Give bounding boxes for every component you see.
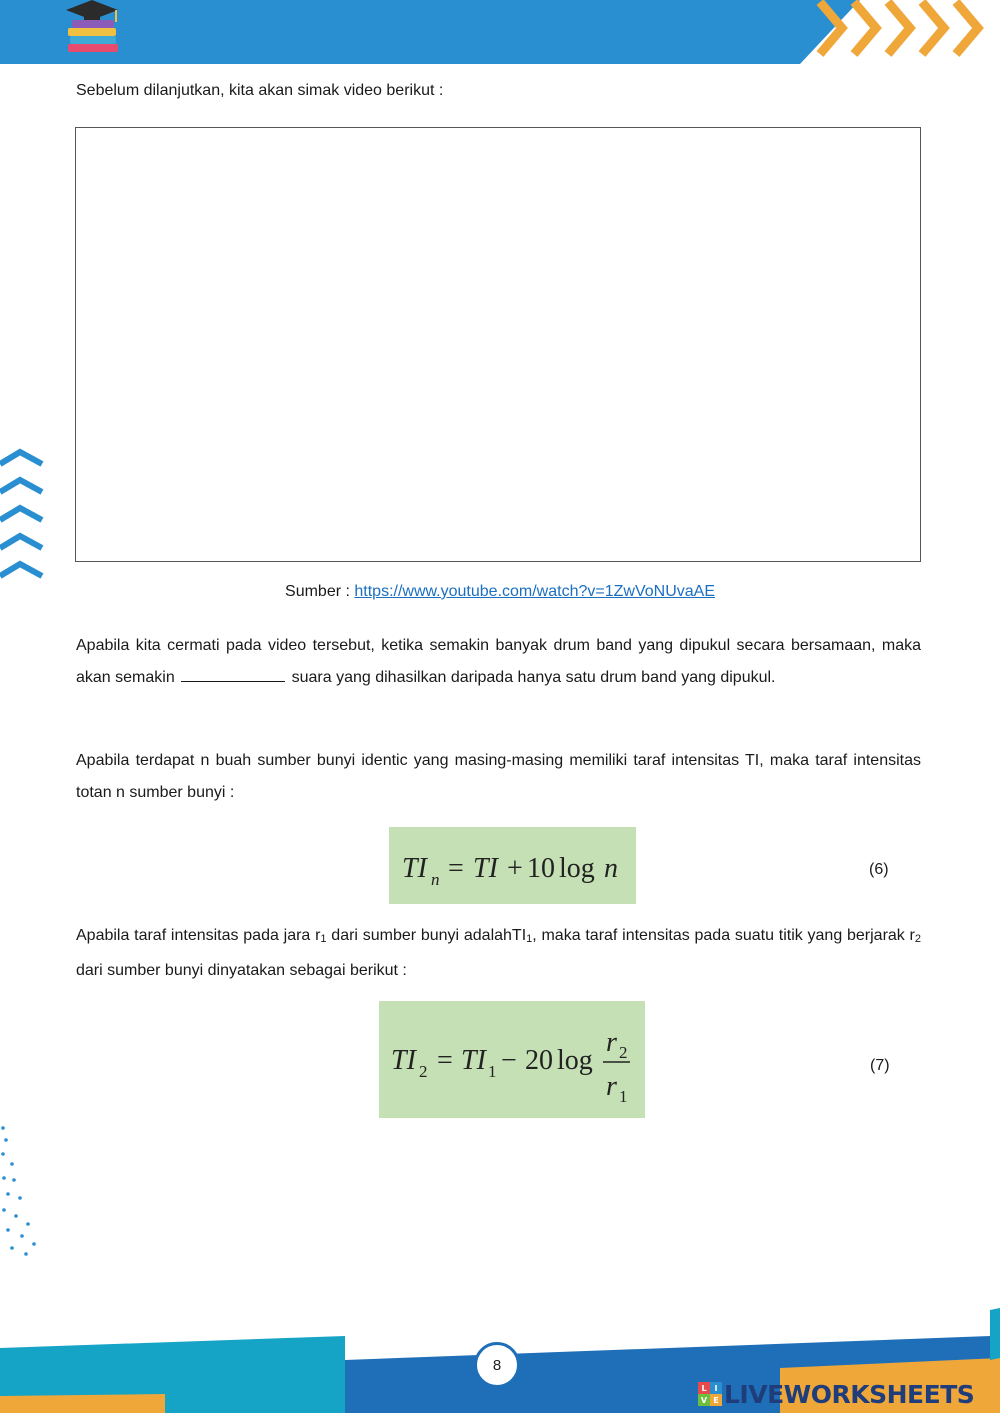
logo-letter-e: E [710,1394,722,1406]
liveworksheets-logo-icon [698,1382,722,1406]
page-number: 8 [474,1342,520,1388]
equation-6-box [389,827,636,904]
r2-subscript: 2 [914,933,922,945]
logo-letter-l: L [698,1382,710,1394]
eq7-ti-sub: 1 [488,1062,497,1081]
eq7-numerator-sub: 2 [619,1043,628,1062]
eq7-denominator: r [606,1071,617,1102]
eq6-coef: 10 [527,853,555,884]
side-dots-decor [0,1120,44,1260]
eq6-var: n [604,853,618,884]
paragraph3-part3: , maka taraf intensitas pada suatu titik yang berjarak r [532,927,915,944]
source-prefix: Sumber : [285,583,355,600]
equation-7-number: (7) [870,1057,890,1074]
intro-text: Sebelum dilanjutkan, kita akan simak video berikut : [76,82,444,99]
equation-7 [379,1001,645,1118]
equation-6-number: (6) [869,861,889,878]
youtube-link[interactable]: https://www.youtube.com/watch?v=1ZwVoNUvaAE [354,583,715,600]
video-embed-frame[interactable] [75,127,921,562]
paragraph-distance [76,920,921,987]
paragraph-n-sources: Apabila terdapat n buah sumber bunyi identic yang masing-masing memiliki taraf intensitas TI, maka taraf intensitas totan n sumber bunyi : [76,752,921,801]
eq6-lhs-sub: n [431,870,440,889]
eq7-log: log [557,1045,593,1076]
eq7-lhs: TI [391,1045,416,1076]
ti1-subscript: 1 [526,933,533,945]
header-chevrons-decor [812,0,992,58]
eq6-lhs: TI [402,853,427,884]
video-source [0,583,1000,601]
eq6-plus: + [507,853,523,884]
eq6-equals: = [448,853,464,884]
equation-6 [389,827,636,904]
logo-letter-i: I [710,1382,722,1394]
paragraph3-part2: dari sumber bunyi adalahTI [326,927,527,944]
r1-subscript: 1 [320,933,327,945]
eq7-lhs-sub: 2 [419,1062,428,1081]
liveworksheets-brand[interactable] [698,1377,974,1411]
graduation-books-icon [58,0,128,58]
logo-letter-v: V [698,1394,710,1406]
fill-in-blank[interactable] [181,665,285,682]
side-chevrons-decor [0,448,44,590]
paragraph3-part4: dari sumber bunyi dinyatakan sebagai berikut : [76,962,407,979]
paragraph1-part1: Apabila kita cermati pada video tersebut, ketika semakin banyak drum band yang dipukul secara bersamaan, maka akan semakin [76,637,921,686]
eq7-coef: 20 [525,1045,553,1076]
paragraph3-part1: Apabila taraf intensitas pada jara r [76,927,321,944]
brand-name: LIVEWORKSHEETS [724,1379,975,1409]
eq7-equals: = [437,1045,453,1076]
eq7-denominator-sub: 1 [619,1087,628,1106]
paragraph-drum-band [76,630,921,694]
eq7-minus: − [501,1045,517,1076]
eq7-ti: TI [461,1045,486,1076]
equation-7-box [379,1001,645,1118]
eq6-ti: TI [473,853,498,884]
eq7-numerator: r [606,1027,617,1058]
paragraph1-part2: suara yang dihasilkan daripada hanya satu drum band yang dipukul. [287,669,776,686]
eq6-log: log [559,853,595,884]
